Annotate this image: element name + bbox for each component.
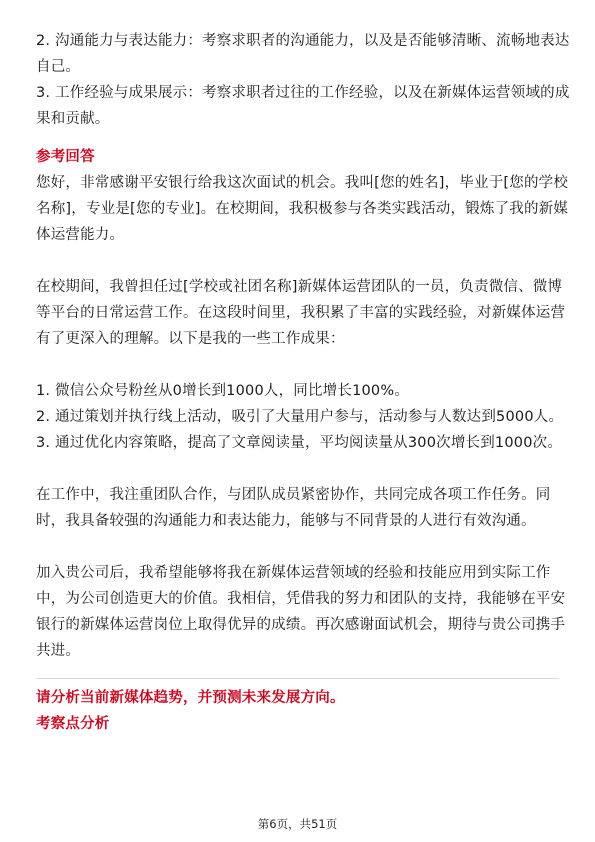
closing-line-3: 银行的新媒体运营岗位上取得优异的成绩。再次感谢面试机会，期待与贵公司携手 (36, 617, 566, 633)
item-experience-line-2: 果和贡献。 (36, 111, 110, 127)
closing-line-4: 共进。 (36, 643, 81, 659)
campus-line-3: 有了更深入的理解。以下是我的一些工作成果： (36, 331, 345, 347)
document-body (36, 28, 570, 737)
teamwork-line-2: 时，我具备较强的沟通能力和表达能力，能够与不同背景的人进行有效沟通。 (36, 513, 536, 529)
intro-line-3: 体运营能力。 (36, 227, 125, 243)
section-divider (36, 678, 559, 679)
achievement-2: 2. 通过策划并执行线上活动，吸引了大量用户参与，活动参与人数达到5000人。 (36, 409, 564, 425)
intro-line-1: 您好，非常感谢平安银行给我这次面试的机会。我叫[您的姓名]，毕业于[您的学校 (36, 175, 569, 191)
campus-line-2: 等平台的日常运营工作。在这段时间里，我积累了丰富的实践经验，对新媒体运营 (36, 305, 566, 321)
closing-line-2: 中，为公司创造更大的价值。我相信，凭借我的努力和团队的支持，我能够在平安 (36, 591, 566, 607)
campus-line-1: 在校期间，我曾担任过[学校或社团名称]新媒体运营团队的一员，负责微信、微博 (36, 279, 563, 295)
next-question: 请分析当前新媒体趋势，并预测未来发展方向。 (36, 690, 345, 706)
achievement-1: 1. 微信公众号粉丝从0增长到1000人，同比增长100%。 (36, 383, 410, 399)
teamwork-line-1: 在工作中，我注重团队合作，与团队成员紧密协作，共同完成各项工作任务。同 (36, 487, 551, 503)
page-number: 第6页，共51页 (257, 817, 338, 831)
answer-heading: 参考回答 (36, 149, 95, 165)
intro-line-2: 名称]，专业是[您的专业]。在校期间，我积极参与各类实践活动，锻炼了我的新媒 (36, 201, 569, 217)
next-heading: 考察点分析 (36, 716, 110, 732)
item-experience-line-1: 3. 工作经验与成果展示：考察求职者过往的工作经验，以及在新媒体运营领域的成 (36, 85, 570, 101)
achievement-3: 3. 通过优化内容策略，提高了文章阅读量，平均阅读量从300次增长到1000次。 (36, 435, 563, 451)
item-communication-line-1: 2. 沟通能力与表达能力：考察求职者的沟通能力，以及是否能够清晰、流畅地表达 (36, 33, 570, 49)
item-communication-line-2: 自己。 (36, 59, 81, 75)
closing-line-1: 加入贵公司后，我希望能够将我在新媒体运营领域的经验和技能应用到实际工作 (36, 565, 551, 581)
